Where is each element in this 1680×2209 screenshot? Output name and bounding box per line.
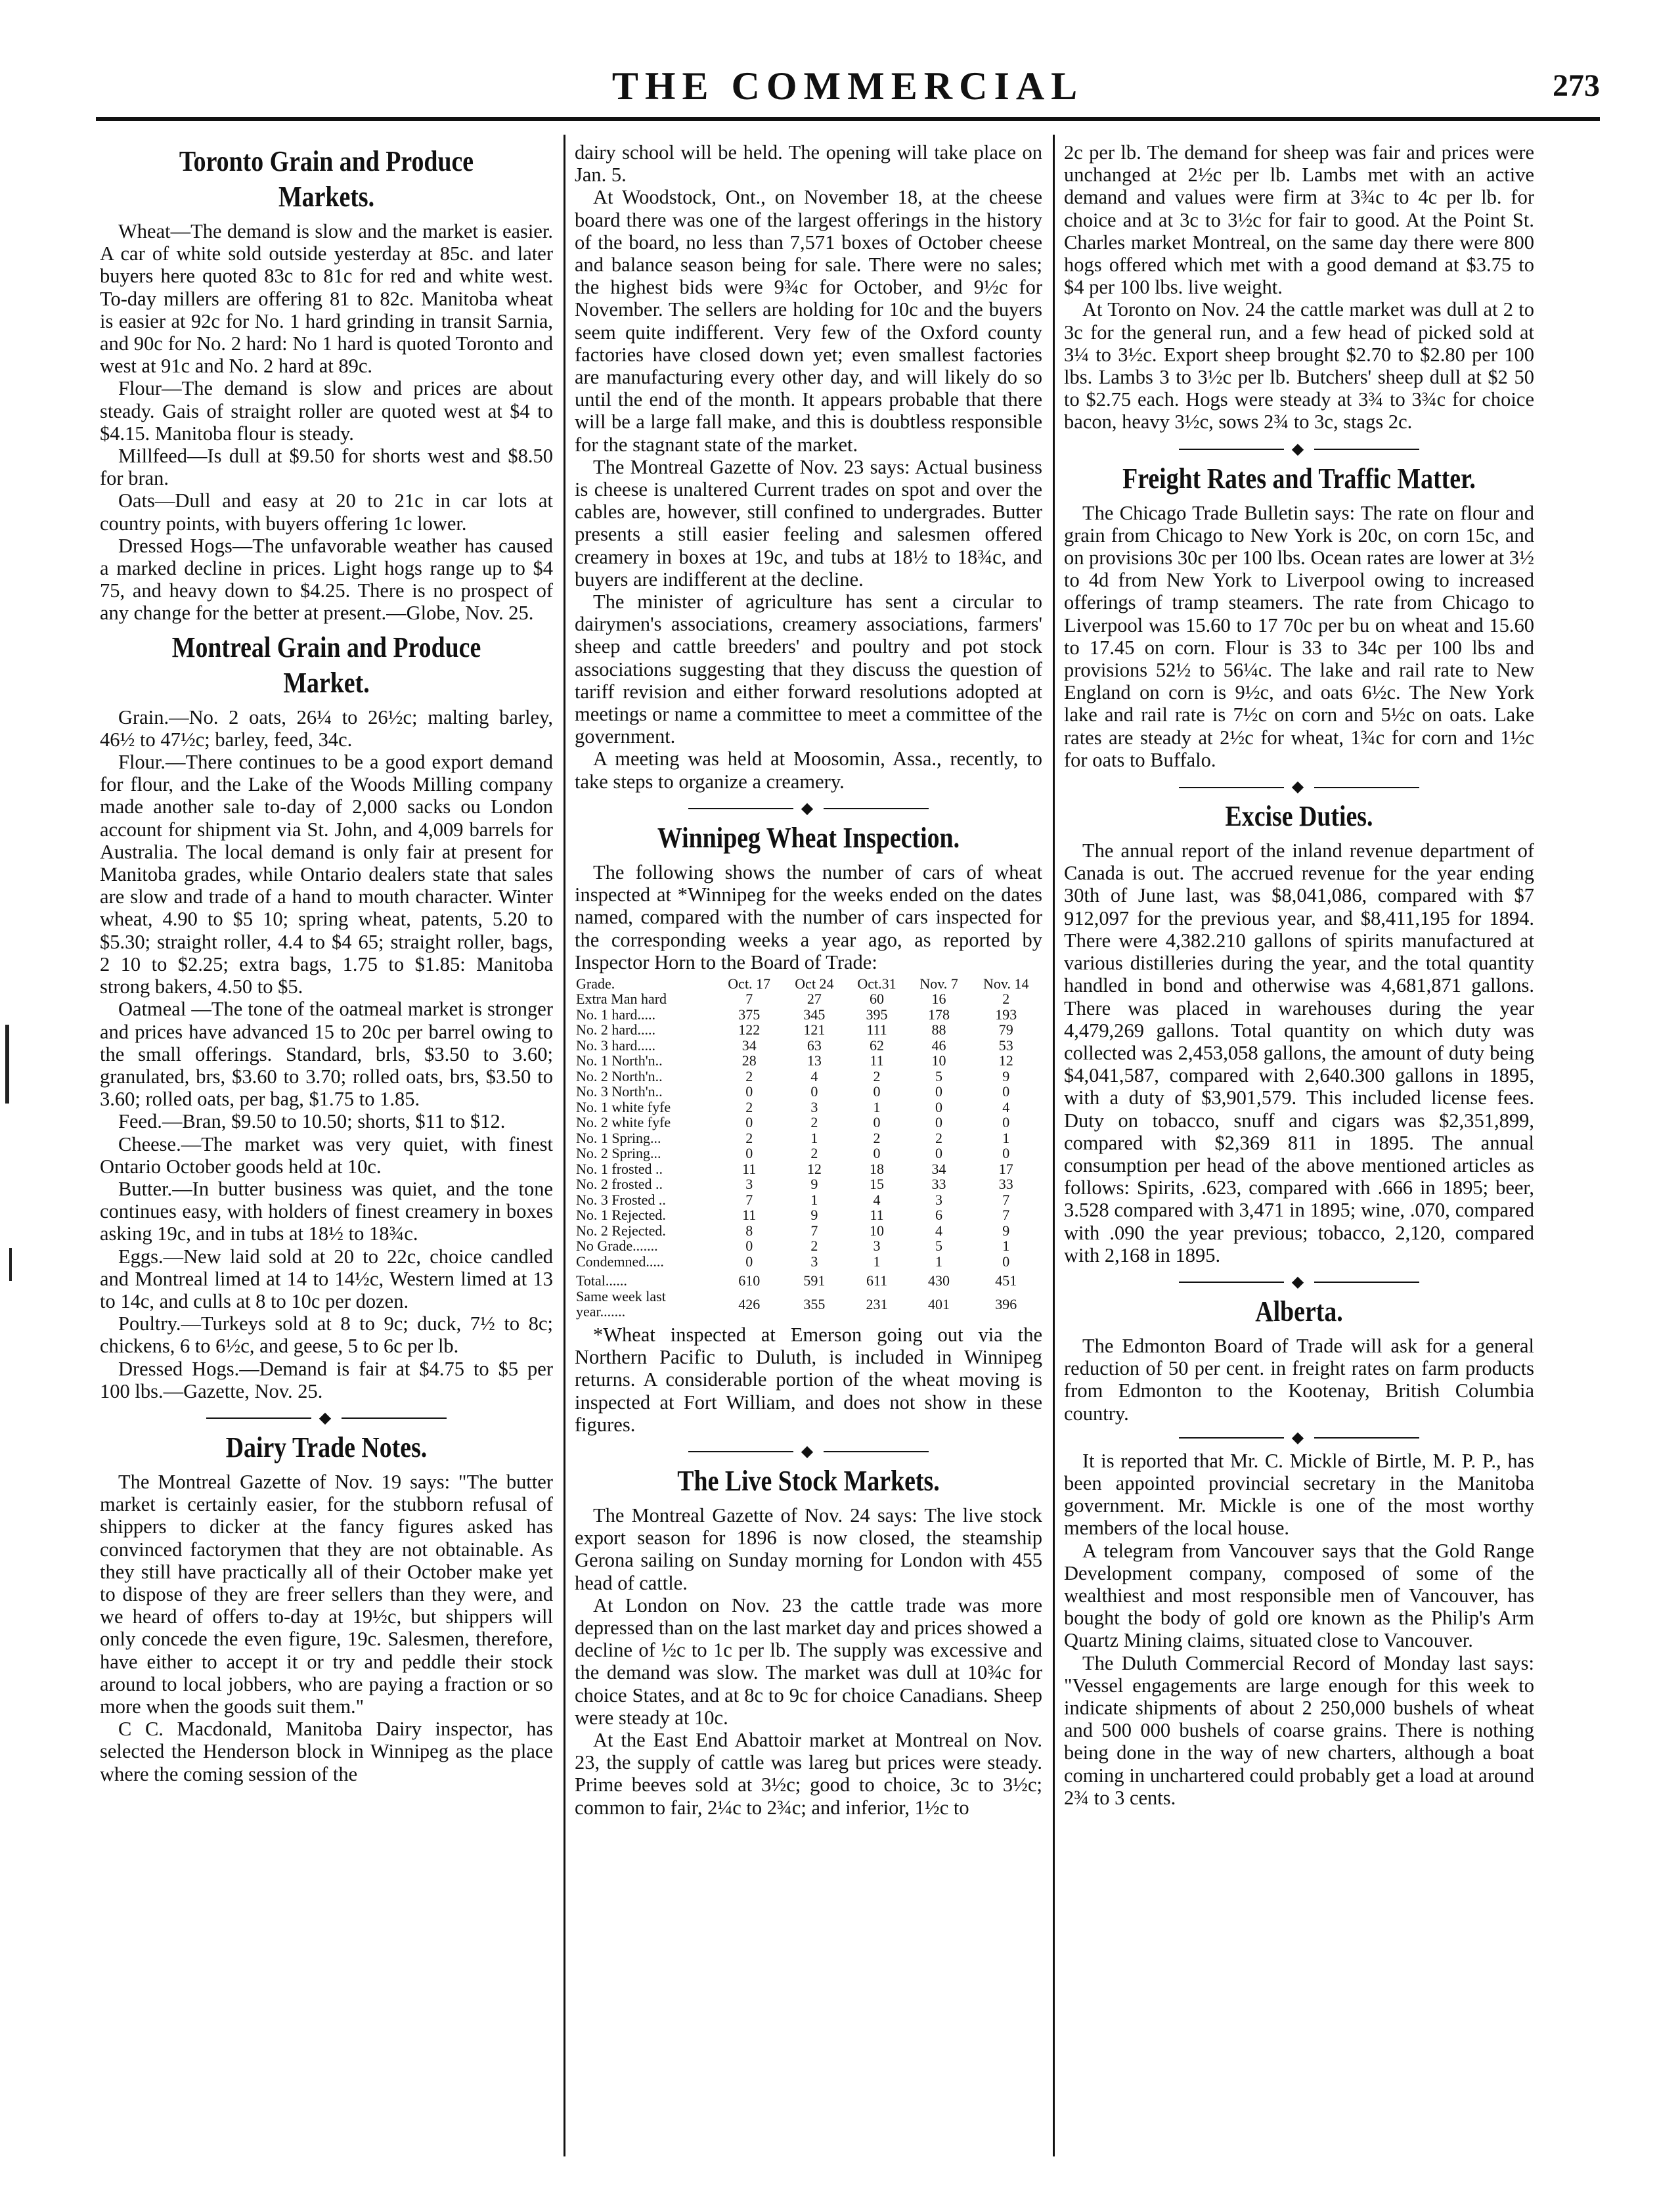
table-cell: 7 [1002,1191,1010,1208]
article-excise-duties [1064,799,1534,1266]
table-cell: 8 [745,1222,753,1239]
table-cell: 1 [810,1129,818,1146]
table-cell: 375 [738,1006,761,1023]
table-cell: 1 [873,1253,881,1270]
table-cell: 18 [870,1160,885,1177]
article-paragraph: The following shows the number of cars of wheat inspected at *Winnipeg for the weeks ended on the dates named, compared with the number of cars inspected for the corresponding weeks a year ago, as reported by Inspector Horn to the Board of Trade: [575,860,1042,973]
article-paragraph: The Duluth Commercial Record of Monday last says: "Vessel engagements are large enough for this week to indicate shipments of about 2 250,000 bushels of wheat and 500 000 bushels of coarse grains. There is nothing being done in the way of new charters, although a boat coming in unchartered could probably get a load at around 2¾ to 3 cents. [1064,1651,1534,1809]
article-paragraph: The Montreal Gazette of Nov. 19 says: "The butter market is certainly easier, for the stubborn refusal of shippers to dicker at the fancy figures asked has convinced factorymen that they are not obtainable. As they still have practically all of their October make yet to dispose of they are freer sellers than they were, and we heard of offers to-day at 19½c, but shippers will only concede the even figure, 19c. Salesmen, therefore, have either to accept it or try and peddle their stock around to local jobbers, who are paying a fraction or so more when the goods suit them." [100,1470,553,1718]
table-cell: 1 [1002,1129,1010,1146]
masthead: THE COMMERCIAL [611,64,1084,108]
section-divider: ◆ [575,798,1042,818]
table-cell: 2 [1002,991,1010,1008]
table-header-row [575,976,1042,992]
table-year-row [575,1289,1042,1320]
table-row [575,1100,1042,1115]
table-cell: 430 [928,1272,950,1289]
table-cell: 0 [1002,1083,1010,1100]
table-cell: 28 [741,1052,757,1069]
table-cell: 426 [738,1295,761,1312]
table-cell: 62 [870,1037,885,1054]
article-paragraph: The Montreal Gazette of Nov. 24 says: The live stock export season for 1896 is now closed, the steamship Gerona sailing on Sunday morning for London with 455 head of cattle. [575,1504,1042,1594]
table-cell: 11 [870,1207,884,1224]
table-cell: No. 1 Rejected. [576,1207,666,1224]
article-paragraph: Dressed Hogs—The unfavorable weather has caused a marked decline in prices. Light hogs range up to $4 75, and heavy down to $4.25. There is no prospect of any change for the better at present.—Globe, Nov. 25. [100,534,553,625]
table-cell: 7 [1002,1207,1010,1224]
table-cell: 3 [935,1191,943,1208]
table-cell: 451 [995,1272,1017,1289]
table-cell: 0 [745,1145,753,1162]
table-row [575,1161,1042,1177]
article-headline: Winnipeg Wheat Inspection. [657,821,960,854]
table-cell: 15 [870,1176,885,1193]
article-paragraph: A telegram from Vancouver says that the Gold Range Development company, composed of some of the wealthiest and most responsible men of Vancouver, has bought the body of gold ore known as the Philip's Arm Quartz Mining claims, situated close to Vancouver. [1064,1539,1534,1652]
column-rule [1053,135,1055,2156]
table-cell: 33 [931,1176,946,1193]
table-cell: 60 [870,991,885,1008]
article-alberta [1064,1294,1534,1809]
table-cell: No. 1 white fyfe [576,1098,671,1115]
table-header: Oct.31 [857,975,896,992]
table-cell: No. 3 Frosted .. [576,1191,666,1208]
table-cell: 13 [807,1052,822,1069]
table-cell: 27 [807,991,822,1008]
article-paragraph: Flour.—There continues to be a good export demand for flour, and the Lake of the Woods Milling company made another sale to-day of 2,000 sacks ou London account for shipment via St. John, and 4,009 barrels for Australia. The local demand is only fair at present for Manitoba grades, while Ontario dealers state that sales are slow and trade of a hand to mouth character. Winter wheat, 4.90 to $5 10; spring wheat, patents, 5.20 to $5.30; straight roller, 4.4 to $4 65; straight roller, bags, 2 10 to $2.25; extra bags, 1.75 to $1.85: Manitoba strong bakers, 4.50 to $5. [100,751,553,998]
table-cell: No. 2 Rejected. [576,1222,666,1239]
table-row [575,1007,1042,1023]
table-row [575,1053,1042,1069]
table-row [575,1254,1042,1270]
table-cell: 2 [935,1129,943,1146]
article-paragraph: dairy school will be held. The opening will take place on Jan. 5. [575,141,1042,187]
table-cell: 121 [803,1021,826,1038]
article-paragraph: Eggs.—New laid sold at 20 to 22c, choice candled and Montreal limed at 14 to 14½c, Western limed at 13 to 14c, and culls at 8 to 10c per dozen. [100,1245,553,1312]
table-cell: 5 [935,1067,943,1084]
section-divider: ◆ [1064,1272,1534,1291]
table-cell: Condemned..... [576,1253,664,1270]
table-cell: 0 [935,1145,943,1162]
section-divider: ◆ [1064,1427,1534,1447]
column-2 [575,141,1042,2151]
table-row [575,1038,1042,1054]
table-cell: 53 [998,1037,1013,1054]
table-cell: 0 [745,1238,753,1255]
table-cell: No. 1 hard..... [576,1006,655,1023]
inspection-table [575,976,1042,1320]
table-cell: 0 [935,1083,943,1100]
table-cell: 63 [807,1037,822,1054]
table-cell: 122 [738,1021,761,1038]
table-header: Nov. 14 [983,975,1029,992]
table-row [575,1130,1042,1146]
article-paragraph: C C. Macdonald, Manitoba Dairy inspector, has selected the Henderson block in Winnipeg as the place where the coming session of the [100,1718,553,1785]
scan-speck [9,1248,12,1281]
table-cell: 0 [745,1253,753,1270]
table-row [575,1115,1042,1130]
table-cell: 46 [931,1037,946,1054]
table-cell: 2 [745,1129,753,1146]
article-paragraph: Oats—Dull and easy at 20 to 21c in car lots at country points, with buyers offering 1c lower. [100,489,553,535]
table-cell: 0 [1002,1253,1010,1270]
table-header: Oct. 17 [728,975,771,992]
table-cell: 2 [873,1067,881,1084]
table-cell: 7 [745,991,753,1008]
article-paragraph: The minister of agriculture has sent a circular to dairymen's associations, creamery associations, farmers' sheep and cattle breeders' and poultry and pot stock associations suggesting that they discuss the question of tariff revision and either forward resolutions adopted at meetings or name a committee to meet a committee of the government. [575,591,1042,748]
table-row [575,991,1042,1007]
table-cell: 0 [745,1114,753,1131]
article-paragraph: Dressed Hogs.—Demand is fair at $4.75 to $5 per 100 lbs.—Gazette, Nov. 25. [100,1357,553,1402]
table-header: Grade. [576,975,615,992]
article-paragraph: The Edmonton Board of Trade will ask for a general reduction of 50 per cent. in freight rates on farm products from Edmonton to the Kootenay, British Columbia country. [1064,1334,1534,1425]
article-live-stock [575,1463,1042,1819]
table-cell: 9 [810,1176,818,1193]
table-cell: No. 1 Spring... [576,1129,661,1146]
table-cell: 11 [870,1052,884,1069]
table-cell: 9 [810,1207,818,1224]
table-cell: 0 [745,1083,753,1100]
table-cell: 0 [1002,1145,1010,1162]
table-total-row [575,1269,1042,1289]
table-row [575,1146,1042,1161]
table-cell: 4 [1002,1098,1010,1115]
table-row [575,1176,1042,1192]
table-cell: 396 [995,1295,1017,1312]
article-paragraph: Poultry.—Turkeys sold at 8 to 9c; duck, 7½ to 8c; chickens, 6 to 6½c, and geese, 5 to 6c per lb. [100,1312,553,1358]
scan-speck [5,1025,9,1104]
table-cell: 10 [870,1222,885,1239]
table-cell: 3 [810,1098,818,1115]
table-cell: 0 [873,1114,881,1131]
table-cell: 0 [873,1083,881,1100]
table-cell: No. 2 hard..... [576,1021,655,1038]
table-cell: 4 [873,1191,881,1208]
article-montreal-grain [100,630,553,1402]
table-cell: 4 [935,1222,943,1239]
article-dairy-continued [575,141,1042,793]
table-cell: No. 2 frosted .. [576,1176,663,1193]
table-cell: No. 1 North'n.. [576,1052,663,1069]
table-cell: 7 [745,1191,753,1208]
article-freight-rates [1064,461,1534,771]
article-paragraph: At Woodstock, Ont., on November 18, at the cheese board there was one of the largest offerings in the history of the board, no less than 7,571 boxes of October cheese and balance season being for sale. There were no sales; the highest bids were 9¾c for October, and 9½c for November. The sellers are holding for 10c and the buyers seem quite indifferent. Very few of the Oxford county factories have closed down yet; even smallest factories are manufacturing every other day, and will likely do so until the end of the month. It appears probable that there will be a large fall make, and this is doubtless responsible for the stagnant state of the market. [575,186,1042,456]
table-cell: 1 [1002,1238,1010,1255]
table-cell: 0 [1002,1114,1010,1131]
table-cell: 0 [935,1114,943,1131]
article-headline: Montreal Grain and Produce Market. [171,631,481,699]
table-cell: 2 [745,1098,753,1115]
table-cell: No. 3 North'n.. [576,1083,663,1100]
table-cell: 34 [741,1037,757,1054]
section-divider: ◆ [1064,776,1534,796]
article-paragraph: A meeting was held at Moosomin, Assa., recently, to take steps to organize a creamery. [575,747,1042,793]
table-cell: 355 [803,1295,826,1312]
column-3 [1064,141,1534,2151]
table-cell: 7 [810,1222,818,1239]
article-paragraph: The Montreal Gazette of Nov. 23 says: Actual business is cheese is unaltered Current trades on spot and over the cables are, however, still confined to undergrades. Butter presents a still easier feeling and salesmen offered creamery in boxes at 19c, and tubs at 18½ to 18¾c, and buyers are indifferent at the decline. [575,455,1042,591]
table-cell: 1 [935,1253,943,1270]
article-paragraph: Oatmeal —The tone of the oatmeal market is stronger and prices have advanced 15 to 20c per barrel owing to the small offerings. Standard, brls, $3.50 to 3.60; granulated, brs, $3.60 to 3.70; rolled oats, brs, $3.50 to 3.60; rolled oats, per bag, $1.75 to 1.85. [100,998,553,1111]
table-cell: 17 [998,1160,1013,1177]
article-headline: Freight Rates and Traffic Matter. [1122,462,1476,495]
section-divider: ◆ [1064,439,1534,458]
table-cell: No. 2 Spring... [576,1145,661,1162]
table-cell: No. 3 hard..... [576,1037,655,1054]
table-row [575,1192,1042,1208]
table-cell: Same week last year....... [576,1287,666,1320]
table-cell: 5 [935,1238,943,1255]
article-live-stock-continued [1064,141,1534,434]
table-row [575,1238,1042,1254]
article-headline: The Live Stock Markets. [677,1464,940,1497]
article-headline: Toronto Grain and Produce Markets. [179,145,474,213]
page-number: 273 [1553,68,1600,103]
article-paragraph: Grain.—No. 2 oats, 26¼ to 26½c; malting barley, 46½ to 47½c; barley, feed, 34c. [100,705,553,751]
table-cell: 0 [935,1098,943,1115]
article-toronto-grain [100,144,553,625]
table-cell: 610 [738,1272,761,1289]
table-cell: 178 [928,1006,950,1023]
article-headline: Alberta. [1255,1295,1343,1328]
table-row [575,1223,1042,1239]
table-cell: 395 [866,1006,888,1023]
column-rule [564,135,565,2156]
table-cell: 12 [998,1052,1013,1069]
table-cell: 34 [931,1160,946,1177]
article-paragraph: At the East End Abattoir market at Montreal on Nov. 23, the supply of cattle was lareg but prices were steady. Prime beeves sold at 3½c; good to choice, 3c to 3½c; common to fair, 2¼c to 2¾c; and inferior, 1½c to [575,1728,1042,1819]
table-cell: 611 [866,1272,888,1289]
table-cell: Total...... [576,1272,627,1289]
article-dairy-trade [100,1430,553,1785]
table-cell: 0 [810,1083,818,1100]
table-cell: 401 [928,1295,950,1312]
table-cell: No. 2 white fyfe [576,1114,671,1131]
table-cell: 591 [803,1272,826,1289]
section-divider: ◆ [100,1408,553,1427]
table-cell: 12 [807,1160,822,1177]
table-cell: 0 [873,1145,881,1162]
article-paragraph: It is reported that Mr. C. Mickle of Birtle, M. P. P., has been appointed provincial secretary in the Manitoba government. Mr. Mickle is one of the most worthy members of the local house. [1064,1449,1534,1540]
table-cell: 1 [873,1098,881,1115]
table-cell: No. 2 North'n.. [576,1067,663,1084]
inspection-table-body [575,991,1042,1269]
column-1 [100,141,553,2151]
table-header: Nov. 7 [919,975,958,992]
table-cell: 79 [998,1021,1013,1038]
table-cell: 9 [1002,1067,1010,1084]
table-cell: 2 [810,1114,818,1131]
table-cell: No Grade....... [576,1238,658,1255]
section-divider: ◆ [575,1441,1042,1461]
table-cell: 2 [873,1129,881,1146]
article-paragraph: Millfeed—Is dull at $9.50 for shorts west and $8.50 for bran. [100,445,553,490]
article-paragraph: The Chicago Trade Bulletin says: The rate on flour and grain from Chicago to New York is 20c, on corn 15c, and on provisions 30c per 100 lbs. Ocean rates are lower at 3½ to 4d from New York to Liverpool owing to increased offerings of tramp steamers. The rate from Chicago to Liverpool was 15.60 to 17 70c per bu on wheat and 15.60 to 17.45 on corn. Flour is 33 to 34c per 100 lbs and provisions 52½ to 56¼c. The lake and rail rate to New England on corn is 9½c, and oats 6½c. The New York lake and rail rate is 7½c on corn and 5½c on oats. Lake rates are steady at 2½c for wheat, 1¾c for corn and 1½c for oats to Buffalo. [1064,501,1534,771]
table-cell: 2 [810,1238,818,1255]
article-paragraph: *Wheat inspected at Emerson going out via the Northern Pacific to Duluth, is included in Winnipeg returns. A considerable portion of the wheat moving is inspected at Fort William, and does not show in these figures. [575,1323,1042,1436]
table-cell: 1 [810,1191,818,1208]
table-cell: 88 [931,1021,946,1038]
table-cell: 345 [803,1006,826,1023]
article-paragraph: Feed.—Bran, $9.50 to 10.50; shorts, $11 to $12. [118,1110,506,1133]
table-cell: 3 [873,1238,881,1255]
article-paragraph: Cheese.—The market was very quiet, with finest Ontario October goods held at 10c. [100,1132,553,1178]
table-cell: 3 [745,1176,753,1193]
table-cell: 16 [931,991,946,1008]
table-cell: 4 [810,1067,818,1084]
table-cell: 231 [866,1295,888,1312]
table-cell: Extra Man hard [576,991,667,1008]
article-wheat-inspection [575,820,1042,1436]
article-paragraph: Wheat—The demand is slow and the market is easier. A car of white sold outside yesterday at 85c. and later buyers here quoted 83c to 81c for red and white west. To-day millers are offering 81 to 82c. Manitoba wheat is easier at 92c for No. 1 hard grinding in transit Sarnia, and 90c for No. 2 hard: No 1 hard is quoted Toronto and west at 91c and No. 2 hard at 89c. [100,220,553,378]
article-paragraph: At Toronto on Nov. 24 the cattle market was dull at 2 to 3c for the general run, and a few head of picked sold at 3¼ to 3½c. Export sheep brought $2.70 to $2.80 per 100 lbs. Lambs 3 to 3½c per lb. Butchers' sheep dull at $2 50 to $2.75 each. Hogs were steady at 3¾ to 3¾c for choice bacon, heavy 3½c, sows 2¾ to 3c, stags 2c. [1064,298,1534,434]
table-row [575,1084,1042,1100]
table-cell: 3 [810,1253,818,1270]
article-paragraph: At London on Nov. 23 the cattle trade was more depressed than on the last market day and prices showed a decline of ½c to 1c per lb. The supply was excessive and the demand was slow. The market was dull at 10¾c for choice States, and at 8c to 9c for choice Canadians. Sheep were steady at 10c. [575,1594,1042,1729]
table-cell: 9 [1002,1222,1010,1239]
table-cell: 33 [998,1176,1013,1193]
table-cell: 11 [742,1160,757,1177]
article-paragraph: Butter.—In butter business was quiet, and the tone continues easy, with holders of finest creamery in boxes asking 19c, and in tubs at 18½ to 18¾c. [100,1177,553,1245]
article-headline: Excise Duties. [1225,800,1373,833]
table-cell: 2 [810,1145,818,1162]
article-paragraph: Flour—The demand is slow and prices are about steady. Gais of straight roller are quoted west at $4 to $4.15. Manitoba flour is steady. [100,377,553,445]
table-cell: 2 [745,1067,753,1084]
table-header: Oct 24 [795,975,834,992]
table-row [575,1022,1042,1038]
article-paragraph: The annual report of the inland revenue department of Canada is out. The accrued revenue for the year ending 30th of June last, was $8,041,086, compared with $7 912,097 for the previous year, and $8,411,195 for 1894. There were 4,382.210 gallons of spirits manufactured at various distilleries during the year, and the total quantity handled in bond and otherwise was 4,681,871 gallons. There was placed in warehouses during the year 4,479,269 gallons. Total quantity on which duty was collected was 2,453,058 gallons, the amount of duty being $4,041,587, compared with 2,640.300 gallons in 1895, with a duty of $3,901,579. This included license fees. Duty on tobacco, snuff and cigars was $2,351,899, compared with $2,369 811 in 1895. The annual consumption per head of the above mentioned articles as follows: Spirits, .623, compared with .666 in 1895; beer, 3.528 compared with 3,471 in 1895; wine, .070, compared with .090 the year previous; tobacco, 2,120, compared with 2,168 in 1895. [1064,839,1534,1266]
table-cell: 11 [742,1207,757,1224]
table-row [575,1207,1042,1223]
table-cell: 193 [995,1006,1017,1023]
table-cell: 111 [866,1021,887,1038]
header-rule [96,117,1600,121]
table-row [575,1069,1042,1084]
table-cell: 6 [935,1207,943,1224]
article-paragraph: 2c per lb. The demand for sheep was fair and prices were unchanged at 2½c per lb. Lambs met with an active demand and values were firm at 3¾c to 4c per lb. for choice and at 3c to 3½c for fair to good. At the Point St. Charles market Montreal, on the same day there were 800 hogs offered which met with a good demand at $3.75 to $4 per 100 lbs. live weight. [1064,141,1534,299]
page-header [96,63,1600,109]
article-headline: Dairy Trade Notes. [225,1431,428,1463]
table-cell: 10 [931,1052,946,1069]
table-cell: No. 1 frosted .. [576,1160,663,1177]
